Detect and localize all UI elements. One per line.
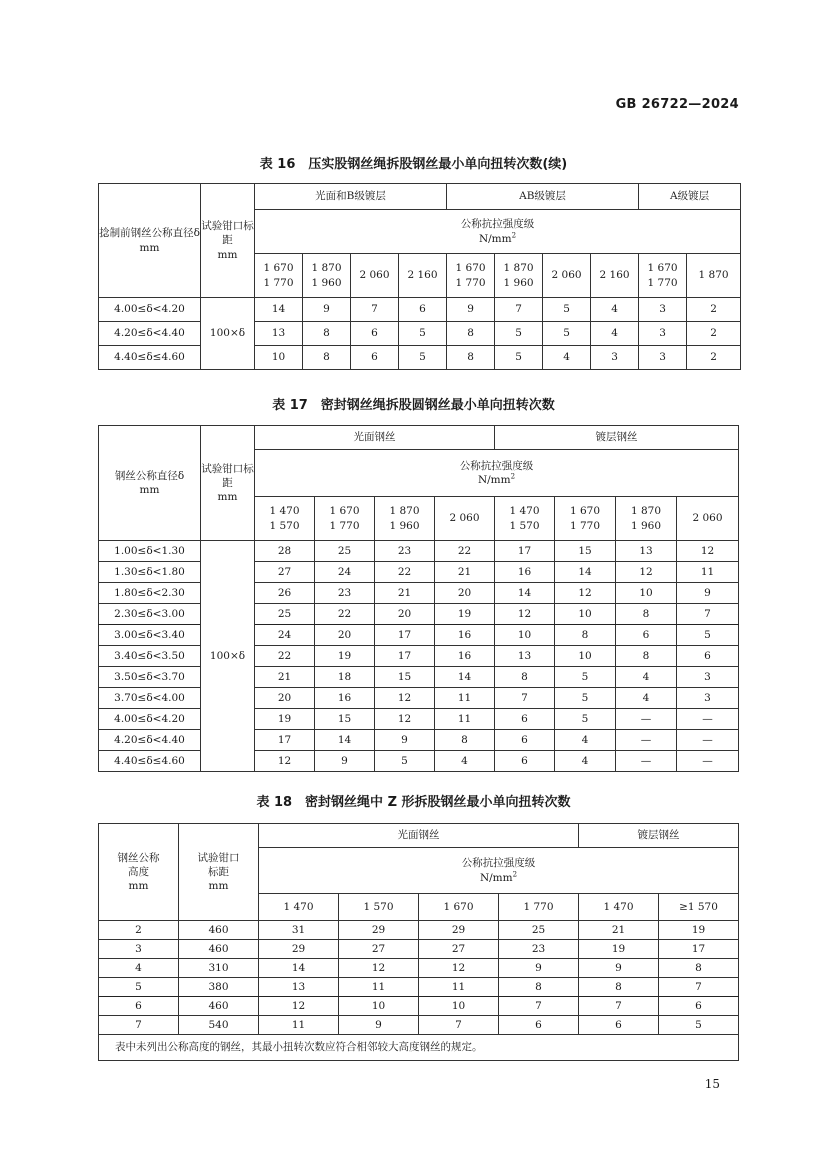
value-cell: 22	[255, 646, 315, 667]
table-row	[99, 346, 741, 370]
value-cell: 11	[419, 978, 499, 997]
value-cell: 12	[375, 688, 435, 709]
value-cell: 29	[259, 940, 339, 959]
value-cell: 13	[495, 646, 555, 667]
value-cell: 21	[375, 583, 435, 604]
value-cell: 5	[543, 322, 591, 346]
value-cell: 7	[579, 997, 659, 1016]
gauge-cell: 310	[179, 959, 259, 978]
value-cell: —	[616, 751, 677, 772]
value-cell: 15	[315, 709, 375, 730]
table18-header-gauge	[179, 824, 259, 921]
value-cell: 12	[555, 583, 616, 604]
diameter-range-cell: 3.40≤δ<3.50	[99, 646, 201, 667]
value-cell: 25	[499, 921, 579, 940]
value-cell: 4	[543, 346, 591, 370]
value-cell: 19	[659, 921, 739, 940]
diameter-range-cell: 1.30≤δ<1.80	[99, 562, 201, 583]
table17-grade-cell: 1 870 1 960	[375, 497, 435, 541]
table16-header-diameter	[99, 184, 201, 298]
table-row	[99, 730, 739, 751]
diameter-range-cell: 2.30≤δ<3.00	[99, 604, 201, 625]
value-cell: 6	[495, 730, 555, 751]
height-cell: 5	[99, 978, 179, 997]
table-row	[99, 562, 739, 583]
value-cell: 29	[339, 921, 419, 940]
strength-label: 公称抗拉强度级	[459, 459, 534, 472]
value-cell: 10	[555, 646, 616, 667]
value-cell: 22	[315, 604, 375, 625]
value-cell: 7	[659, 978, 739, 997]
value-cell: 5	[495, 346, 543, 370]
value-cell: 17	[375, 625, 435, 646]
value-cell: 16	[435, 646, 495, 667]
value-cell: 9	[339, 1016, 419, 1035]
table-row	[99, 541, 739, 562]
value-cell: 2	[687, 346, 741, 370]
height-cell: 3	[99, 940, 179, 959]
value-cell: 23	[315, 583, 375, 604]
value-cell: 6	[351, 346, 399, 370]
value-cell: 17	[375, 646, 435, 667]
value-cell: 12	[255, 751, 315, 772]
value-cell: 5	[495, 322, 543, 346]
value-cell: 25	[315, 541, 375, 562]
value-cell: 5	[659, 1016, 739, 1035]
value-cell: 4	[555, 751, 616, 772]
value-cell: 7	[495, 298, 543, 322]
value-cell: 8	[303, 322, 351, 346]
value-cell: 5	[555, 667, 616, 688]
value-cell: 9	[375, 730, 435, 751]
diameter-range-cell: 4.00≤δ<4.20	[99, 298, 201, 322]
value-cell: 8	[579, 978, 659, 997]
diameter-range-cell: 3.00≤δ<3.40	[99, 625, 201, 646]
gauge-cell: 460	[179, 997, 259, 1016]
value-cell: 8	[435, 730, 495, 751]
value-cell: 4	[616, 688, 677, 709]
value-cell: 8	[303, 346, 351, 370]
value-cell: 6	[677, 646, 739, 667]
table-row	[99, 298, 741, 322]
value-cell: 17	[659, 940, 739, 959]
value-cell: 20	[435, 583, 495, 604]
height-cell: 7	[99, 1016, 179, 1035]
value-cell: 17	[255, 730, 315, 751]
table17	[98, 425, 739, 772]
table16-group-ab: AB级镀层	[447, 184, 639, 210]
table-row	[99, 1016, 739, 1035]
value-cell: 19	[255, 709, 315, 730]
value-cell: 6	[495, 751, 555, 772]
table17-grade-cell: 2 060	[435, 497, 495, 541]
value-cell: 8	[659, 959, 739, 978]
table17-grade-cell: 1 870 1 960	[616, 497, 677, 541]
value-cell: 8	[555, 625, 616, 646]
value-cell: 8	[495, 667, 555, 688]
table18-grade-cell: 1 470	[579, 894, 659, 921]
value-cell: 23	[499, 940, 579, 959]
value-cell: 4	[435, 751, 495, 772]
table18-gauge-label: 试验钳口 标距 mm	[197, 851, 240, 893]
strength-label: 公称抗拉强度级	[461, 857, 536, 870]
gauge-cell: 540	[179, 1016, 259, 1035]
value-cell: 4	[591, 322, 639, 346]
value-cell: 20	[375, 604, 435, 625]
value-cell: 27	[419, 940, 499, 959]
value-cell: 3	[591, 346, 639, 370]
table-row	[99, 583, 739, 604]
table17-grade-cell: 2 060	[677, 497, 739, 541]
value-cell: 9	[677, 583, 739, 604]
value-cell: —	[616, 730, 677, 751]
table16-grade-cell: 1 870 1 960	[495, 254, 543, 298]
value-cell: 22	[435, 541, 495, 562]
diameter-range-cell: 3.70≤δ<4.00	[99, 688, 201, 709]
table16-group-a: A级镀层	[639, 184, 741, 210]
value-cell: 5	[555, 688, 616, 709]
value-cell: 7	[495, 688, 555, 709]
table17-strength-header	[255, 450, 739, 497]
table18	[98, 823, 739, 1061]
table17-diameter-label: 钢丝公称直径δ mm	[114, 469, 185, 496]
value-cell: 7	[419, 1016, 499, 1035]
table17-header-diameter	[99, 426, 201, 541]
value-cell: 10	[339, 997, 419, 1016]
value-cell: 11	[259, 1016, 339, 1035]
table-row	[99, 709, 739, 730]
value-cell: 11	[339, 978, 419, 997]
value-cell: 6	[499, 1016, 579, 1035]
value-cell: 17	[495, 541, 555, 562]
table18-note-row	[99, 1035, 739, 1061]
value-cell: 9	[315, 751, 375, 772]
table17-caption: 表 17 密封钢丝绳拆股圆钢丝最小单向扭转次数	[272, 398, 555, 413]
value-cell: 20	[255, 688, 315, 709]
value-cell: 11	[435, 688, 495, 709]
value-cell: 2	[687, 322, 741, 346]
value-cell: 12	[616, 562, 677, 583]
strength-unit: $N/mm^2$	[479, 870, 518, 884]
value-cell: 9	[447, 298, 495, 322]
table-row	[99, 646, 739, 667]
value-cell: 16	[435, 625, 495, 646]
value-cell: 3	[639, 346, 687, 370]
value-cell: 3	[639, 322, 687, 346]
table-row	[99, 751, 739, 772]
table17-group-coated: 镀层钢丝	[495, 426, 739, 450]
value-cell: 12	[339, 959, 419, 978]
height-cell: 6	[99, 997, 179, 1016]
value-cell: 14	[315, 730, 375, 751]
value-cell: 5	[543, 298, 591, 322]
value-cell: 20	[315, 625, 375, 646]
value-cell: 28	[255, 541, 315, 562]
value-cell: 25	[255, 604, 315, 625]
value-cell: 8	[447, 322, 495, 346]
table-row	[99, 997, 739, 1016]
table16-grade-cell: 2 160	[591, 254, 639, 298]
table-row	[99, 940, 739, 959]
value-cell: 3	[677, 688, 739, 709]
gauge-cell: 460	[179, 940, 259, 959]
value-cell: 26	[255, 583, 315, 604]
table16-grade-cell: 2 060	[351, 254, 399, 298]
height-cell: 4	[99, 959, 179, 978]
table17-header-gauge	[201, 426, 255, 541]
diameter-range-cell: 1.80≤δ<2.30	[99, 583, 201, 604]
value-cell: 6	[616, 625, 677, 646]
table18-strength-header	[259, 848, 739, 894]
table-row	[99, 921, 739, 940]
table18-height-label: 钢丝公称 高度 mm	[117, 851, 160, 893]
value-cell: 11	[677, 562, 739, 583]
value-cell: 10	[419, 997, 499, 1016]
gauge-cell: 100×δ	[201, 298, 255, 370]
table-row	[99, 959, 739, 978]
gauge-cell: 380	[179, 978, 259, 997]
value-cell: 10	[495, 625, 555, 646]
value-cell: 21	[255, 667, 315, 688]
table16-strength-header	[255, 210, 741, 254]
table18-header-height	[99, 824, 179, 921]
diameter-range-cell: 4.20≤δ<4.40	[99, 730, 201, 751]
value-cell: 18	[315, 667, 375, 688]
table17-grade-cell: 1 670 1 770	[555, 497, 616, 541]
value-cell: 13	[259, 978, 339, 997]
diameter-range-cell: 3.50≤δ<3.70	[99, 667, 201, 688]
table16-grade-cell: 1 670 1 770	[255, 254, 303, 298]
table16-grade-cell: 1 670 1 770	[447, 254, 495, 298]
value-cell: 12	[419, 959, 499, 978]
value-cell: 23	[375, 541, 435, 562]
strength-unit: $N/mm^2$	[478, 231, 517, 245]
value-cell: 4	[616, 667, 677, 688]
value-cell: 22	[375, 562, 435, 583]
value-cell: 5	[399, 346, 447, 370]
value-cell: 27	[255, 562, 315, 583]
table16-grade-cell: 1 870	[687, 254, 741, 298]
table17-group-bright: 光面钢丝	[255, 426, 495, 450]
value-cell: 5	[375, 751, 435, 772]
table17-grade-cell: 1 470 1 570	[255, 497, 315, 541]
value-cell: 10	[255, 346, 303, 370]
table-row	[99, 667, 739, 688]
value-cell: 19	[315, 646, 375, 667]
value-cell: 8	[616, 646, 677, 667]
table16-grade-cell: 2 160	[399, 254, 447, 298]
table16-diameter-label: 捻制前钢丝公称直径δ mm	[99, 227, 200, 254]
value-cell: 19	[435, 604, 495, 625]
diameter-range-cell: 4.00≤δ<4.20	[99, 709, 201, 730]
value-cell: 8	[616, 604, 677, 625]
strength-unit: $N/mm^2$	[477, 472, 516, 487]
table16-header-gauge	[201, 184, 255, 298]
value-cell: —	[616, 709, 677, 730]
table16-gauge-label: 试验钳口标距 mm	[201, 220, 254, 261]
value-cell: 12	[259, 997, 339, 1016]
value-cell: 10	[555, 604, 616, 625]
table16-grade-cell: 1 870 1 960	[303, 254, 351, 298]
value-cell: 12	[677, 541, 739, 562]
table16-grade-cell: 2 060	[543, 254, 591, 298]
gauge-cell: 100×δ	[201, 541, 255, 772]
table16-grade-cell: 1 670 1 770	[639, 254, 687, 298]
value-cell: 15	[375, 667, 435, 688]
value-cell: 12	[495, 604, 555, 625]
diameter-range-cell: 4.40≤δ≤4.60	[99, 751, 201, 772]
table-row	[99, 978, 739, 997]
value-cell: 9	[579, 959, 659, 978]
table17-gauge-label: 试验钳口标距 mm	[201, 462, 254, 504]
value-cell: 6	[495, 709, 555, 730]
value-cell: 13	[255, 322, 303, 346]
value-cell: 14	[259, 959, 339, 978]
diameter-range-cell: 4.20≤δ<4.40	[99, 322, 201, 346]
value-cell: 4	[555, 730, 616, 751]
table-row	[99, 688, 739, 709]
value-cell: 8	[447, 346, 495, 370]
value-cell: 14	[555, 562, 616, 583]
value-cell: 24	[315, 562, 375, 583]
value-cell: 12	[375, 709, 435, 730]
value-cell: 14	[495, 583, 555, 604]
value-cell: 13	[616, 541, 677, 562]
value-cell: 7	[351, 298, 399, 322]
value-cell: 24	[255, 625, 315, 646]
table18-group-bright: 光面钢丝	[259, 824, 579, 848]
value-cell: 9	[499, 959, 579, 978]
table-row	[99, 322, 741, 346]
table17-grade-cell: 1 670 1 770	[315, 497, 375, 541]
value-cell: —	[677, 730, 739, 751]
value-cell: 29	[419, 921, 499, 940]
value-cell: 7	[499, 997, 579, 1016]
value-cell: 8	[499, 978, 579, 997]
table-row	[99, 604, 739, 625]
value-cell: 6	[351, 322, 399, 346]
value-cell: 4	[591, 298, 639, 322]
value-cell: 6	[659, 997, 739, 1016]
value-cell: 27	[339, 940, 419, 959]
strength-label: 公称抗拉强度级	[460, 218, 535, 231]
page-number: 15	[704, 1077, 720, 1091]
standard-code: GB 26722—2024	[615, 97, 739, 112]
value-cell: —	[677, 751, 739, 772]
value-cell: 16	[315, 688, 375, 709]
value-cell: 5	[677, 625, 739, 646]
table16-group-bright: 光面和B级镀层	[255, 184, 447, 210]
value-cell: 21	[435, 562, 495, 583]
table-row	[99, 625, 739, 646]
value-cell: 10	[616, 583, 677, 604]
value-cell: 14	[255, 298, 303, 322]
value-cell: 9	[303, 298, 351, 322]
value-cell: 2	[687, 298, 741, 322]
table18-grade-cell: 1 470	[259, 894, 339, 921]
value-cell: 21	[579, 921, 659, 940]
table18-grade-cell: ≥1 570	[659, 894, 739, 921]
gauge-cell: 460	[179, 921, 259, 940]
value-cell: 31	[259, 921, 339, 940]
table16	[98, 183, 741, 370]
table18-grade-cell: 1 770	[499, 894, 579, 921]
value-cell: 3	[639, 298, 687, 322]
table18-caption: 表 18 密封钢丝绳中 Z 形拆股钢丝最小单向扭转次数	[256, 795, 571, 810]
value-cell: 3	[677, 667, 739, 688]
table18-group-coated: 镀层钢丝	[579, 824, 739, 848]
table17-grade-cell: 1 470 1 570	[495, 497, 555, 541]
value-cell: 16	[495, 562, 555, 583]
value-cell: —	[677, 709, 739, 730]
value-cell: 15	[555, 541, 616, 562]
value-cell: 6	[399, 298, 447, 322]
diameter-range-cell: 4.40≤δ≤4.60	[99, 346, 201, 370]
table16-caption: 表 16 压实股钢丝绳拆股钢丝最小单向扭转次数(续)	[259, 157, 568, 172]
value-cell: 7	[677, 604, 739, 625]
value-cell: 19	[579, 940, 659, 959]
table18-grade-cell: 1 670	[419, 894, 499, 921]
diameter-range-cell: 1.00≤δ<1.30	[99, 541, 201, 562]
value-cell: 6	[579, 1016, 659, 1035]
table18-grade-cell: 1 570	[339, 894, 419, 921]
height-cell: 2	[99, 921, 179, 940]
table18-note: 表中未列出公称高度的钢丝，其最小扭转次数应符合相邻较大高度钢丝的规定。	[99, 1035, 739, 1061]
value-cell: 5	[399, 322, 447, 346]
value-cell: 11	[435, 709, 495, 730]
value-cell: 14	[435, 667, 495, 688]
value-cell: 5	[555, 709, 616, 730]
